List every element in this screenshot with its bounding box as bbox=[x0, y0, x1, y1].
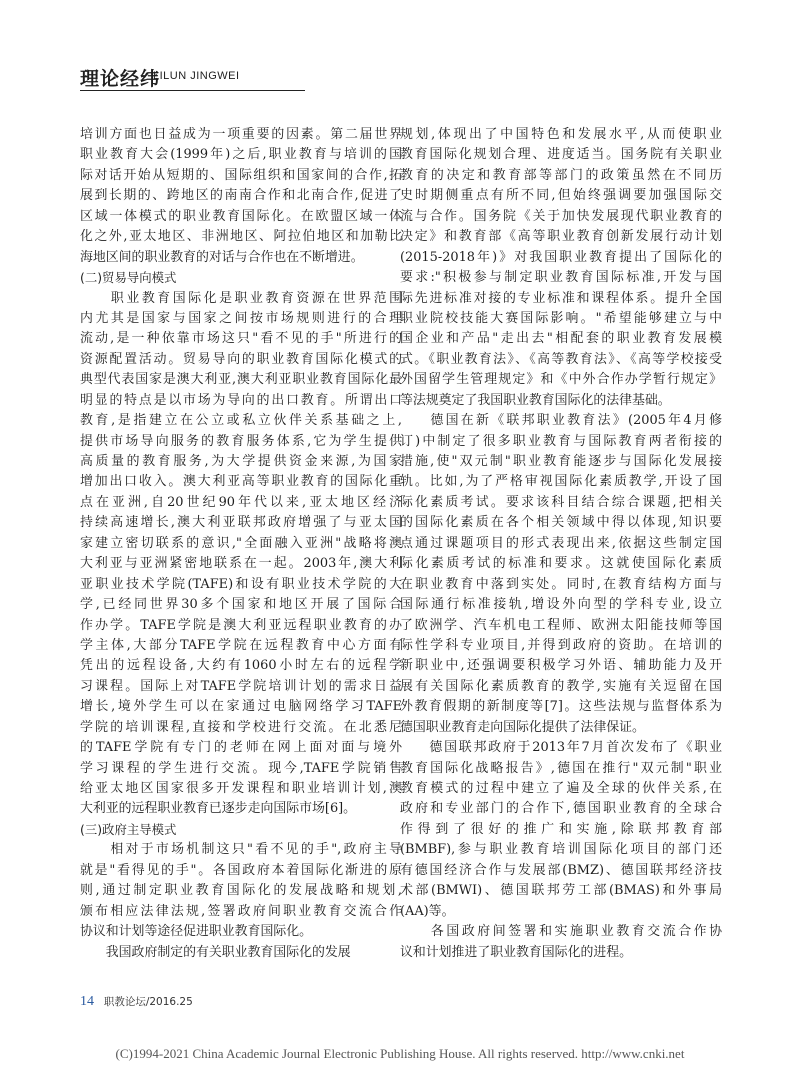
text-line: 政府和专业部门的合作下,德国职业教育的全球合 bbox=[400, 801, 722, 817]
left-column bbox=[80, 125, 402, 963]
text-line: 明显的特点是以市场为导向的出口教育。所谓出口 bbox=[80, 392, 402, 408]
text-line: 学习课程的学生进行交流。现今,TAFE学院销售 bbox=[80, 760, 402, 776]
text-line: 点通过课题项目的形式表现出来,依据这些制定国 bbox=[400, 535, 722, 551]
text-line: 议和计划推进了职业教育国际化的进程。 bbox=[400, 944, 633, 960]
text-line: 相对于市场机制这只"看不见的手",政府主导 bbox=[80, 842, 402, 858]
text-line: 新职业中,还强调要积极学习外语、辅助能力及开 bbox=[400, 658, 722, 674]
text-line: 要求:"积极参与制定职业教育国际标准,开发与国 bbox=[400, 270, 722, 286]
text-line: 家建立密切联系的意识,"全面融入亚洲"战略将澳 bbox=[80, 535, 402, 551]
text-line: 国际通行标准接轨,增设外向型的学科专业,设立 bbox=[400, 597, 722, 613]
text-line: 大利亚的远程职业教育已逐步走向国际市场[6]。 bbox=[80, 801, 357, 817]
text-line: 作得到了很好的推广和实施,除联邦教育部 bbox=[400, 821, 722, 837]
text-line: 在职业教育中落到实处。同时,在教育结构方面与 bbox=[400, 576, 722, 592]
text-line: 决定》和教育部《高等职业教育创新发展行动计划 bbox=[400, 229, 722, 245]
text-line: 典型代表国家是澳大利亚,澳大利亚职业教育国际化最 bbox=[80, 372, 402, 388]
text-line: 订)中制定了很多职业教育与国际教育两者衔接的 bbox=[400, 433, 722, 449]
text-line: 点在亚洲,自20世纪90年代以来,亚太地区经济 bbox=[80, 494, 402, 510]
text-line: 就是"看得见的手"。各国政府本着国际化渐进的原 bbox=[80, 862, 402, 878]
text-line: 职业教育大会(1999年)之后,职业教育与培训的国 bbox=[80, 147, 402, 163]
text-line: 的国际化素质在各个相关领域中得以体现,知识要 bbox=[400, 515, 722, 531]
text-line: 则,通过制定职业教育国际化的发展战略和规划, bbox=[80, 883, 402, 899]
text-line: 化之外,亚太地区、非洲地区、阿拉伯地区和加勒比 bbox=[80, 229, 402, 245]
text-line: 教育模式的过程中建立了遍及全球的伙伴关系,在 bbox=[400, 781, 722, 796]
text-line: 际化素质考试。要求该科目结合综合课题,把相关 bbox=[400, 494, 722, 510]
text-line: 外教育假期的新制度等[7]。这些法规与监督体系为 bbox=[400, 699, 722, 715]
text-line: (2015-2018年)》对我国职业教育提出了国际化的 bbox=[400, 249, 722, 265]
header-title-en: LILUN JINGWEI bbox=[153, 70, 240, 82]
running-header bbox=[80, 62, 305, 91]
text-line: 规划,体现出了中国特色和发展水平,从而使职业 bbox=[400, 127, 722, 142]
right-column bbox=[400, 125, 722, 963]
text-line: (BMBF),参与职业教育培训国际化项目的部门还 bbox=[400, 842, 722, 858]
text-line: 德国在新《联邦职业教育法》(2005年4月修 bbox=[400, 413, 722, 429]
text-line: 我国政府制定的有关职业教育国际化的发展 bbox=[80, 944, 351, 960]
header-title-cn: 理论经纬 bbox=[80, 68, 161, 90]
text-line: 等法规奠定了我国职业教育国际化的法律基础。 bbox=[400, 392, 671, 408]
text-line: 学,已经同世界30多个国家和地区开展了国际合 bbox=[80, 597, 402, 613]
text-line: 区域一体模式的职业教育国际化。在欧盟区域一体 bbox=[80, 208, 402, 224]
text-line: 协议和计划等途径促进职业教育国际化。 bbox=[80, 924, 313, 940]
text-line: 教育,是指建立在公立或私立伙伴关系基础之上, bbox=[80, 413, 402, 429]
text-line: 颁布相应法律法规,签署政府间职业教育交流合作 bbox=[80, 903, 402, 919]
text-line: 有德国经济合作与发展部(BMZ)、德国联邦经济技 bbox=[400, 862, 722, 878]
text-line: 史时期侧重点有所不同,但始终强调要加强国际交 bbox=[400, 188, 722, 204]
text-line: 作办学。TAFE学院是澳大利亚远程职业教育的办 bbox=[80, 617, 402, 633]
text-line: 展到长期的、跨地区的南南合作和北南合作,促进了 bbox=[80, 188, 402, 204]
text-line: 培训方面也日益成为一项重要的因素。第二届世界 bbox=[80, 127, 402, 142]
text-line: 高质量的教育服务,为大学提供资金来源,为国家 bbox=[80, 454, 402, 469]
text-line: 增长,境外学生可以在家通过电脑网络学习TAFE bbox=[80, 699, 402, 715]
page-footer bbox=[80, 994, 193, 1010]
text-line: 给亚太地区国家很多开发课程和职业培训计划,澳 bbox=[80, 781, 402, 796]
text-line: 轨。比如,为了严格审视国际化素质教学,开设了国 bbox=[400, 474, 722, 490]
text-line: 海地区间的职业教育的对话与合作也在不断增进。 bbox=[80, 249, 364, 265]
page-number: 14 bbox=[80, 994, 94, 1009]
text-line: 学主体,大部分TAFE学院在远程教育中心方面有 bbox=[80, 637, 402, 653]
text-line: 凭出的远程设备,大约有1060小时左右的远程学 bbox=[80, 658, 402, 674]
journal-info: 职教论坛/2016.25 bbox=[103, 996, 193, 1008]
text-line: 式。《职业教育法》、《高等教育法》、《高等学校接受 bbox=[400, 351, 722, 367]
text-line: 习课程。国际上对TAFE学院培训计划的需求日益 bbox=[80, 678, 402, 694]
text-line: 了欧洲学、汽车机电工程师、欧洲太阳能技师等国 bbox=[400, 617, 722, 633]
text-line: (三)政府主导模式 bbox=[80, 821, 177, 837]
text-line: 资源配置活动。贸易导向的职业教育国际化模式的 bbox=[80, 351, 402, 367]
text-line: 际化素质考试的标准和要求。这就使国际化素质 bbox=[400, 556, 722, 572]
text-line: 职业教育国际化是职业教育资源在世界范围 bbox=[80, 290, 402, 306]
text-line: 德国联邦政府于2013年7月首次发布了《职业 bbox=[400, 740, 722, 756]
text-line: 增加出口收入。澳大利亚高等职业教育的国际化重 bbox=[80, 474, 402, 490]
text-line: (AA)等。 bbox=[400, 903, 455, 919]
text-line: 展有关国际化素质教育的教学,实施有关逗留在国 bbox=[400, 678, 722, 694]
text-line: 职业院校技能大赛国际影响。"希望能够建立与中 bbox=[400, 310, 722, 326]
text-line: 各国政府间签署和实施职业教育交流合作协 bbox=[400, 924, 722, 940]
text-line: 大利亚与亚洲紧密地联系在一起。2003年,澳大利 bbox=[80, 556, 402, 572]
text-line: 亚职业技术学院(TAFE)和设有职业技术学院的大 bbox=[80, 576, 402, 592]
text-line: 教育国际化战略报告》,德国在推行"双元制"职业 bbox=[400, 760, 722, 776]
text-line: 外国留学生管理规定》和《中外合作办学暂行规定》 bbox=[400, 372, 722, 388]
text-line: 教育的决定和教育部等部门的政策虽然在不同历 bbox=[400, 167, 722, 183]
copyright-notice: (C)1994-2021 China Academic Journal Electronic Publishing House. All rights reserved. http://www.cnki.net bbox=[115, 1046, 685, 1061]
text-line: 提供市场导向服务的教育服务体系,它为学生提供 bbox=[80, 433, 402, 449]
text-line: 流动,是一种依靠市场这只"看不见的手"所进行的 bbox=[80, 331, 402, 347]
text-line: 国企业和产品"走出去"相配套的职业教育发展模 bbox=[400, 331, 722, 347]
text-line: 内尤其是国家与国家之间按市场规则进行的合理 bbox=[80, 310, 402, 326]
text-line: 德国职业教育走向国际化提供了法律保证。 bbox=[400, 719, 645, 735]
text-line: 的TAFE学院有专门的老师在网上面对面与境外 bbox=[80, 740, 402, 756]
text-line: (二)贸易导向模式 bbox=[80, 270, 177, 286]
text-line: 措施,使"双元制"职业教育能逐步与国际化发展接 bbox=[400, 454, 722, 469]
text-line: 际先进标准对接的专业标准和课程体系。提升全国 bbox=[400, 290, 722, 306]
text-line: 学院的培训课程,直接和学校进行交流。在北悉尼 bbox=[80, 719, 402, 735]
text-line: 术部(BMWI)、德国联邦劳工部(BMAS)和外事局 bbox=[400, 883, 722, 899]
text-line: 际性学科专业项目,并得到政府的资助。在培训的 bbox=[400, 637, 722, 653]
text-line: 流与合作。国务院《关于加快发展现代职业教育的 bbox=[400, 208, 722, 224]
text-line: 际对话开始从短期的、国际组织和国家间的合作,拓 bbox=[80, 167, 402, 183]
text-line: 教育国际化规划合理、进度适当。国务院有关职业 bbox=[400, 147, 722, 163]
text-line: 持续高速增长,澳大利亚联邦政府增强了与亚太国 bbox=[80, 515, 402, 531]
